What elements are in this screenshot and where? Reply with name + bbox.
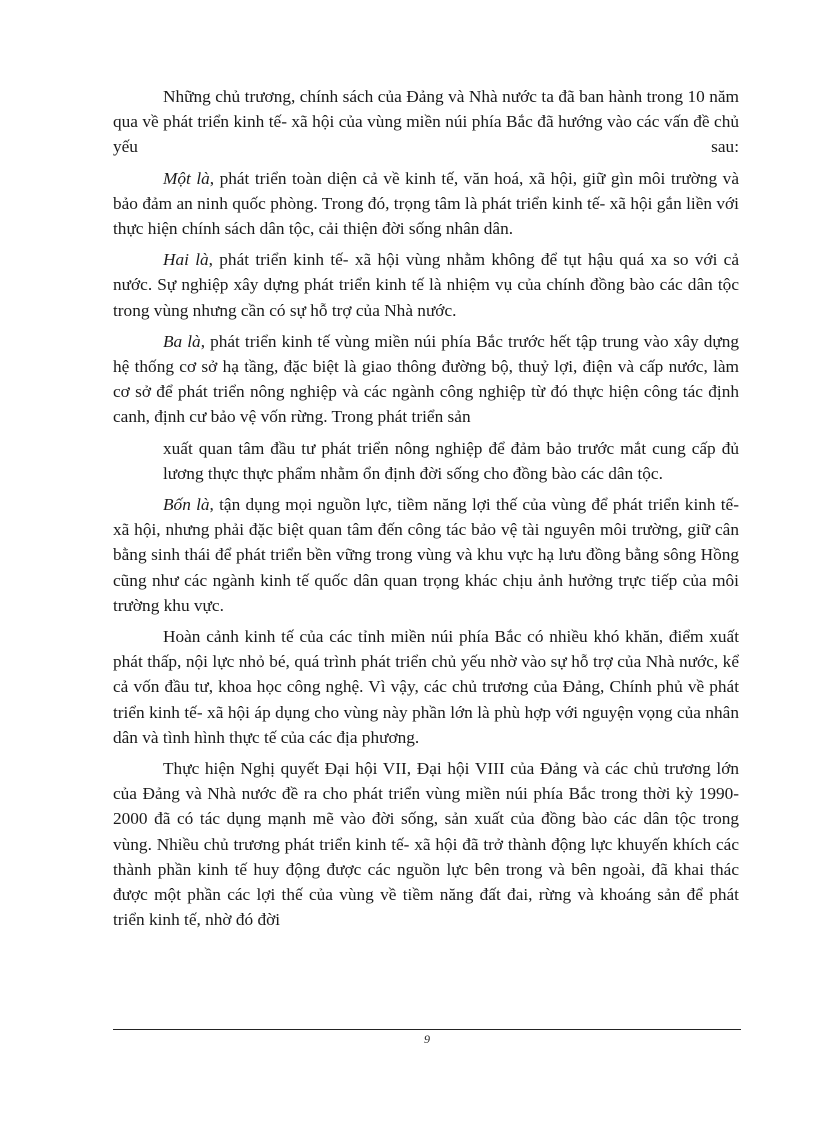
paragraph-implementation — [113, 756, 739, 932]
paragraph-text: , phát triển kinh tế- xã hội vùng nhằm không để tụt hậu quá xa so với cả nước. Sự nghiệp xây dựng phát triển kinh tế là nhiệm vụ của chính đồng bào các dân tộc trong vùng nhưng cần có sự hỗ trợ của Nhà nước. — [113, 250, 740, 320]
paragraph-economic-context — [113, 624, 739, 750]
footer-divider — [113, 1029, 741, 1030]
paragraph-intro — [113, 84, 739, 160]
body-text — [113, 84, 739, 939]
paragraph-text: xuất quan tâm đầu tư phát triển nông nghiệp để đảm bảo trước mắt cung cấp đủ lương thực thực phẩm nhằm ổn định đời sống cho đồng bào các dân tộc. — [163, 438, 739, 483]
paragraph-lead: Hai là — [163, 250, 209, 270]
paragraph-text: Những chủ trương, chính sách của Đảng và Nhà nước ta đã ban hành trong 10 năm qua về phát triển kinh tế- xã hội của vùng miền núi phía Bắc đã hướng vào các vấn đề chủ yếu sau: — [113, 87, 739, 157]
paragraph-lead: Ba là — [163, 331, 201, 351]
paragraph-point-four — [113, 492, 739, 618]
paragraph-text: , phát triển kinh tế vùng miền núi phía Bắc trước hết tập trung vào xây dựng hệ thống cơ sở hạ tầng, đặc biệt là giao thông đường bộ, thuỷ lợi, điện và cấp nước, làm cơ sở để phát triển nông nghiệp và các ngành công nghiệp từ đó thực hiện công tác định canh, định cư bảo vệ vốn rừng. Trong phát triển sản — [113, 331, 739, 427]
paragraph-point-one — [113, 166, 739, 242]
paragraph-point-two — [113, 247, 739, 323]
paragraph-lead: Một là — [163, 168, 210, 188]
paragraph-text: Thực hiện Nghị quyết Đại hội VII, Đại hội VIII của Đảng và các chủ trương lớn của Đảng và Nhà nước đề ra cho phát triển vùng miền núi phía Bắc trong thời kỳ 1990- 2000 đã có tác dụng mạnh mẽ vào đời sống, sản xuất của đồng bào các dân tộc trong vùng. Nhiều chủ trương phát triển kinh tế- xã hội đã trở thành động lực khuyến khích các thành phần kinh tế huy động được các nguồn lực bên trong và bên ngoài, đã khai thác được một phần các lợi thế của vùng về tiềm năng đất đai, rừng và khoáng sản để phát triển kinh tế, nhờ đó đời — [113, 759, 739, 930]
paragraph-text: , tận dụng mọi nguồn lực, tiềm năng lợi thế của vùng để phát triển kinh tế- xã hội, nhưng phải đặc biệt quan tâm đến công tác bảo vệ tài nguyên môi trường, giữ cân bằng sinh thái để phát triển bền vững trong vùng và khu vực hạ lưu đồng bằng sông Hồng cũng như các ngành kinh tế quốc dân quan trọng khác chịu ảnh hưởng trực tiếp của môi trường khu vực. — [113, 495, 739, 615]
paragraph-text: , phát triển toàn diện cả về kinh tế, văn hoá, xã hội, giữ gìn môi trường và bảo đảm an ninh quốc phòng. Trong đó, trọng tâm là phát triển kinh tế- xã hội gắn liền với thực hiện chính sách dân tộc, cải thiện đời sống nhân dân. — [113, 168, 739, 239]
paragraph-point-three — [113, 329, 739, 430]
paragraph-text: Hoàn cảnh kinh tế của các tỉnh miền núi phía Bắc có nhiều khó khăn, điểm xuất phát thấp, nội lực nhỏ bé, quá trình phát triển chủ yếu nhờ vào sự hỗ trợ của Nhà nước, kể cả vốn đầu tư, khoa học công nghệ. Vì vậy, các chủ trương của Đảng, Chính phủ về phát triển kinh tế- xã hội áp dụng cho vùng này phần lớn là phù hợp với nguyện vọng của nhân dân và tình hình thực tế của các địa phương. — [113, 627, 739, 747]
paragraph-lead: Bốn là — [163, 495, 210, 515]
paragraph-point-three-continued — [113, 436, 739, 486]
page-number: 9 — [424, 1032, 430, 1046]
